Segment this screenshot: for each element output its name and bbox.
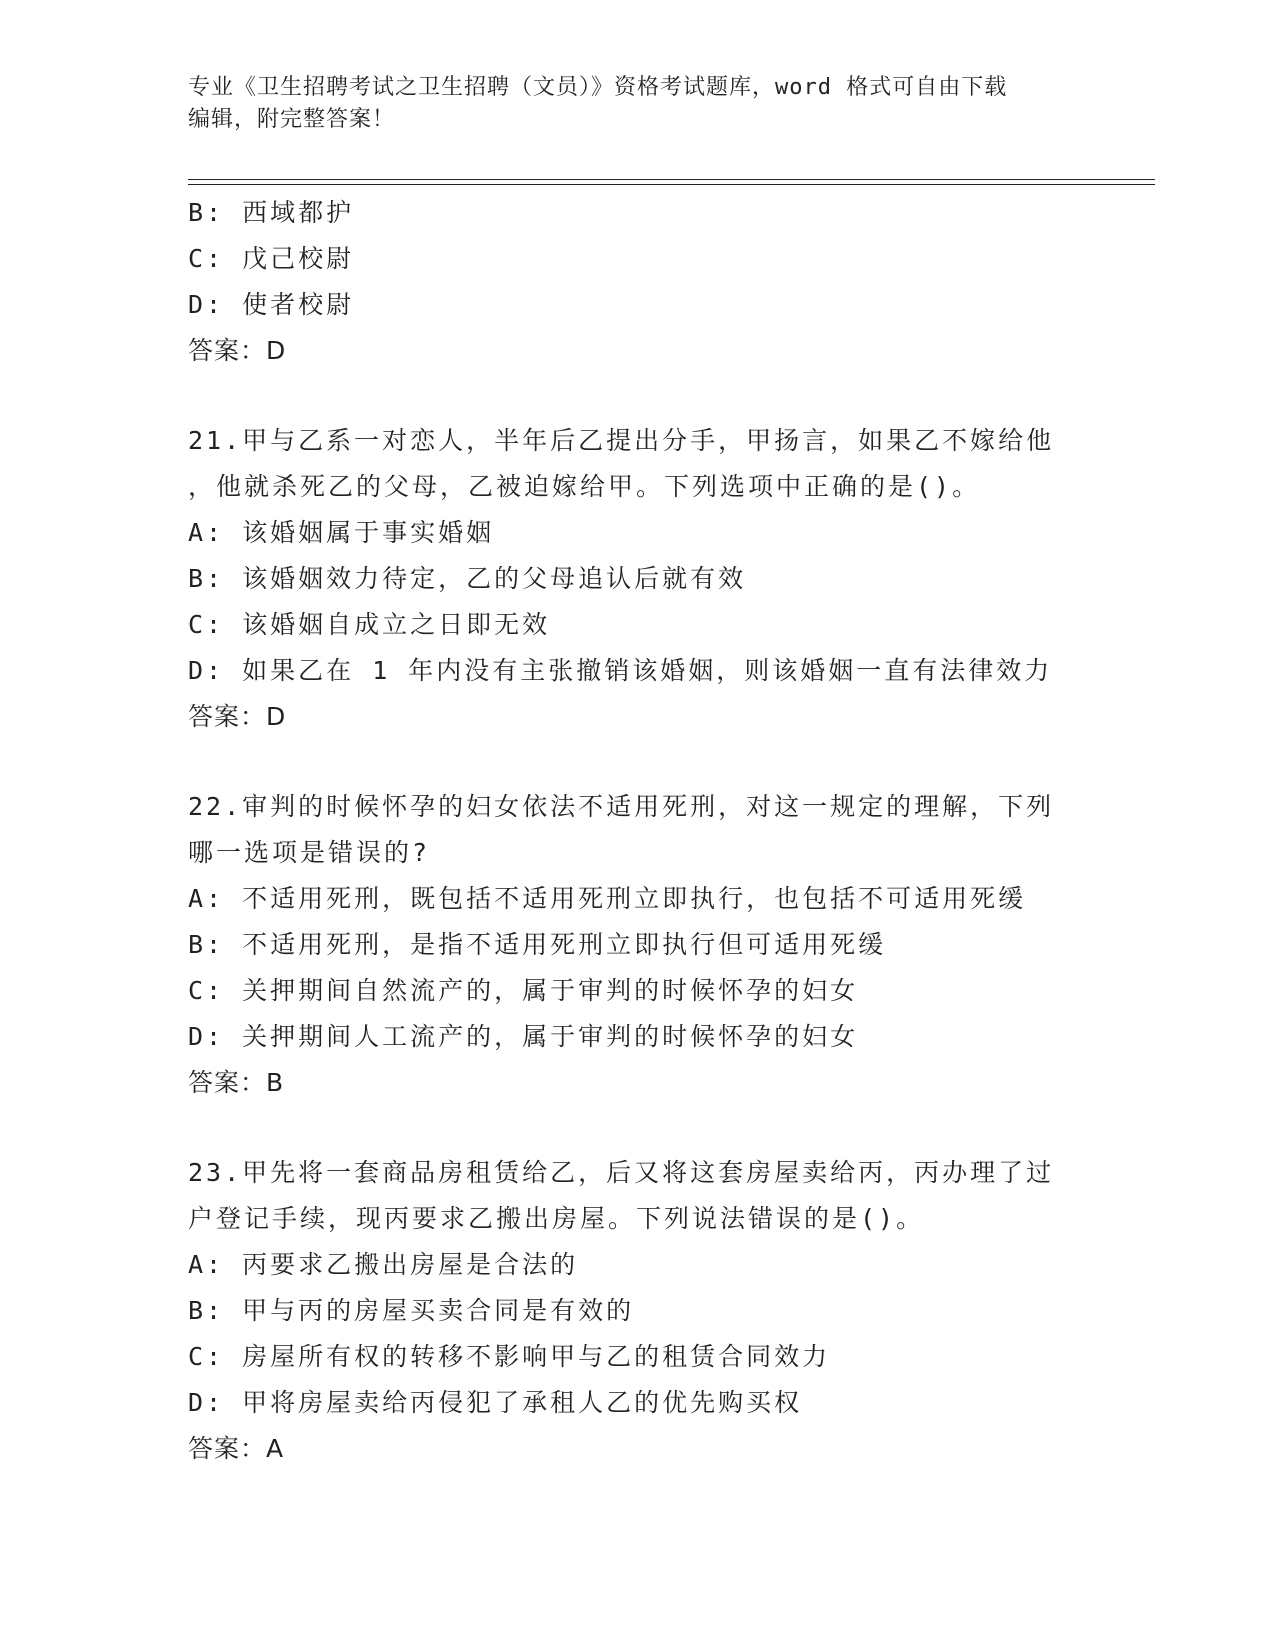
header-divider-top — [188, 179, 1155, 180]
header-line-1: 专业《卫生招聘考试之卫生招聘（文员）》资格考试题库，word 格式可自由下载 — [188, 75, 1008, 100]
option-c: C: 关押期间自然流产的，属于审判的时候怀孕的妇女 — [188, 976, 859, 1005]
option-b: B: 甲与丙的房屋买卖合同是有效的 — [188, 1296, 635, 1325]
question-stem-line: 哪一选项是错误的? — [188, 838, 431, 867]
spacer — [188, 1106, 1068, 1150]
option-d: D: 关押期间人工流产的，属于审判的时候怀孕的妇女 — [188, 1022, 859, 1051]
question-22 — [188, 784, 1068, 1106]
question-23 — [188, 1150, 1068, 1472]
document-header — [188, 72, 1068, 136]
question-stem-line: 22.审判的时候怀孕的妇女依法不适用死刑，对这一规定的理解，下列 — [188, 792, 1055, 821]
option-d: D: 使者校尉 — [188, 290, 355, 319]
option-b: B: 不适用死刑，是指不适用死刑立即执行但可适用死缓 — [188, 930, 887, 959]
answer-line: 答案：D — [188, 702, 287, 731]
question-list — [188, 190, 1068, 1472]
question-20-continued — [188, 190, 1068, 374]
question-stem-line: 21.甲与乙系一对恋人，半年后乙提出分手，甲扬言，如果乙不嫁给他 — [188, 426, 1055, 455]
question-stem-line: 户登记手续，现丙要求乙搬出房屋。下列说法错误的是()。 — [188, 1204, 925, 1233]
option-a: A: 丙要求乙搬出房屋是合法的 — [188, 1250, 579, 1279]
option-a: A: 不适用死刑，既包括不适用死刑立即执行，也包括不可适用死缓 — [188, 884, 1027, 913]
option-c: C: 该婚姻自成立之日即无效 — [188, 610, 551, 639]
answer-line: 答案：B — [188, 1068, 285, 1097]
option-a: A: 该婚姻属于事实婚姻 — [188, 518, 495, 547]
spacer — [188, 374, 1068, 418]
option-d: D: 如果乙在 1 年内没有主张撤销该婚姻，则该婚姻一直有法律效力 — [188, 656, 1053, 685]
option-b: B: 西域都护 — [188, 198, 355, 227]
header-divider-bottom — [188, 184, 1155, 185]
spacer — [188, 740, 1068, 784]
option-b: B: 该婚姻效力待定，乙的父母追认后就有效 — [188, 564, 747, 593]
question-21 — [188, 418, 1068, 740]
header-line-2: 编辑，附完整答案！ — [188, 107, 396, 132]
option-c: C: 房屋所有权的转移不影响甲与乙的租赁合同效力 — [188, 1342, 831, 1371]
option-d: D: 甲将房屋卖给丙侵犯了承租人乙的优先购买权 — [188, 1388, 803, 1417]
answer-line: 答案：D — [188, 336, 287, 365]
question-stem-line: ，他就杀死乙的父母，乙被迫嫁给甲。下列选项中正确的是()。 — [188, 472, 981, 501]
option-c: C: 戊己校尉 — [188, 244, 355, 273]
question-stem-line: 23.甲先将一套商品房租赁给乙，后又将这套房屋卖给丙，丙办理了过 — [188, 1158, 1055, 1187]
answer-line: 答案：A — [188, 1434, 285, 1463]
